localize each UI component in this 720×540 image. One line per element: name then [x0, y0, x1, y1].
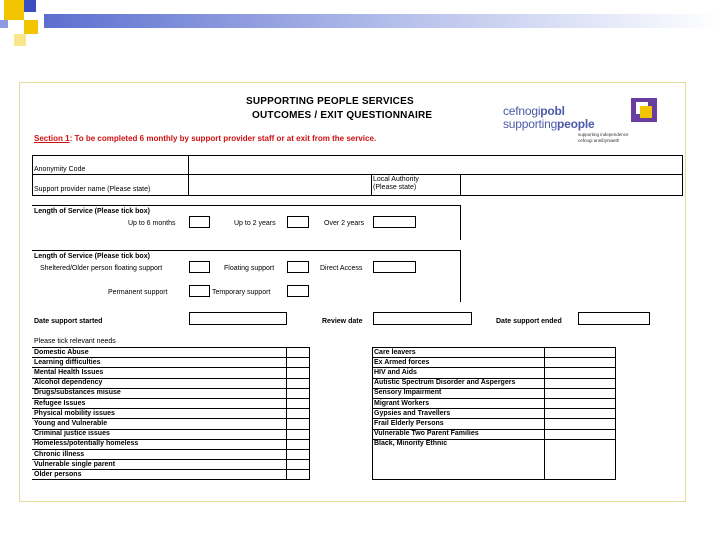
section-heading: [34, 134, 376, 143]
checkbox-permanent-support[interactable]: [189, 285, 210, 297]
length-service-1-top: [32, 205, 460, 206]
need-right-checkbox[interactable]: [545, 398, 615, 408]
option-temporary-support: Temporary support: [212, 289, 271, 296]
section-text: : To be completed 6 monthly by support provider staff or at exit from the service.: [69, 134, 377, 143]
checkbox-temporary-support[interactable]: [287, 285, 309, 297]
need-right-checkbox[interactable]: [545, 347, 615, 357]
date-started-label: Date support started: [34, 318, 103, 325]
date-ended-field[interactable]: [578, 312, 650, 325]
decor-square-yellow-1: [4, 0, 24, 20]
need-right-checkbox[interactable]: [545, 408, 615, 418]
need-left-checkbox[interactable]: [287, 439, 309, 449]
logo-tagline-cy: cefnogi annibyniaeth: [578, 138, 620, 143]
need-right-checkbox[interactable]: [545, 367, 615, 377]
logo-welsh: cefnogipobl: [503, 104, 565, 118]
length-service-1-heading: Length of Service (Please tick box): [34, 208, 150, 215]
decor-square-yellow-2: [24, 20, 38, 34]
needs-heading: Please tick relevant needs: [34, 338, 116, 345]
need-right-checkbox[interactable]: [545, 418, 615, 428]
need-left-checkbox[interactable]: [287, 429, 309, 439]
decor-square-blue-1: [24, 0, 36, 12]
checkbox-direct-access[interactable]: [373, 261, 416, 273]
decor-square-yellow-3: [14, 34, 26, 46]
need-right-label: Autistic Spectrum Disorder and Aspergers: [374, 379, 516, 387]
local-authority-label: Local Authority (Please state): [373, 176, 419, 191]
anonymity-code-label: Anonymity Code: [34, 166, 86, 173]
need-left-label: Refugee Issues: [34, 399, 86, 407]
need-right-checkbox[interactable]: [545, 378, 615, 388]
need-right-label: Vulnerable Two Parent Families: [374, 430, 479, 438]
identity-col-divider-2: [371, 174, 372, 196]
section-label: Section 1: [34, 134, 70, 143]
need-right-label: HIV and Aids: [374, 368, 417, 376]
need-left-checkbox[interactable]: [287, 449, 309, 459]
need-left-label: Physical mobility issues: [34, 409, 115, 417]
option-floating-support: Floating support: [224, 265, 275, 272]
need-right-label: Care leavers: [374, 348, 416, 356]
checkbox-over-2-years[interactable]: [373, 216, 416, 228]
slide-title-bar: [44, 14, 720, 28]
length-service-2-heading: Length of Service (Please tick box): [34, 253, 150, 260]
length-service-2-right: [460, 250, 461, 302]
length-service-1-right: [460, 205, 461, 240]
need-left-checkbox[interactable]: [287, 459, 309, 469]
need-left-checkbox[interactable]: [287, 347, 309, 357]
need-right-label: Migrant Workers: [374, 399, 430, 407]
logo-tagline-en: supporting independence: [578, 132, 629, 137]
provider-name-field[interactable]: [189, 175, 370, 195]
option-direct-access: Direct Access: [320, 265, 363, 272]
need-left-label: Homeless/potentially homeless: [34, 440, 139, 448]
option-permanent-support: Permanent support: [108, 289, 168, 296]
need-left-checkbox[interactable]: [287, 357, 309, 367]
need-left-checkbox[interactable]: [287, 418, 309, 428]
need-left-checkbox[interactable]: [287, 367, 309, 377]
anonymity-code-field[interactable]: [189, 156, 682, 173]
form-title-line2: OUTCOMES / EXIT QUESTIONNAIRE: [252, 110, 433, 121]
need-right-checkbox[interactable]: [545, 429, 615, 439]
need-left-label: Vulnerable single parent: [34, 460, 116, 468]
date-ended-label: Date support ended: [496, 318, 562, 325]
need-right-label: Ex Armed forces: [374, 358, 430, 366]
need-right-label: Frail Elderly Persons: [374, 419, 444, 427]
need-left-label: Young and Vulnerable: [34, 419, 108, 427]
logo-english: supportingpeople: [503, 117, 595, 131]
need-right-label: Gypsies and Travellers: [374, 409, 451, 417]
checkbox-up-to-2-years[interactable]: [287, 216, 309, 228]
need-left-label: Drugs/substances misuse: [34, 389, 121, 397]
checkbox-sheltered-older[interactable]: [189, 261, 210, 273]
form-title-line1: SUPPORTING PEOPLE SERVICES: [246, 96, 414, 107]
local-authority-field[interactable]: [461, 175, 682, 195]
need-left-label: Learning difficulties: [34, 358, 101, 366]
need-right-checkbox[interactable]: [545, 439, 615, 449]
review-date-field[interactable]: [373, 312, 472, 325]
need-left-checkbox[interactable]: [287, 408, 309, 418]
need-left-label: Criminal justice issues: [34, 430, 110, 438]
need-left-checkbox[interactable]: [287, 378, 309, 388]
need-right-label: Black, Minority Ethnic: [374, 440, 448, 448]
review-date-label: Review date: [322, 318, 363, 325]
need-left-label: Older persons: [34, 470, 82, 478]
need-left-label: Domestic Abuse: [34, 348, 89, 356]
checkbox-up-to-6-months[interactable]: [189, 216, 210, 228]
need-right-label: Sensory Impairment: [374, 389, 442, 397]
option-up-to-2-years: Up to 2 years: [234, 220, 276, 227]
decor-square-blue-2: [0, 20, 8, 28]
option-sheltered-older: Sheltered/Older person floating support: [40, 265, 163, 272]
need-left-label: Mental Health Issues: [34, 368, 104, 376]
checkbox-floating-support[interactable]: [287, 261, 309, 273]
need-left-checkbox[interactable]: [287, 388, 309, 398]
need-left-checkbox[interactable]: [287, 469, 309, 479]
option-up-to-6-months: Up to 6 months: [128, 220, 176, 227]
need-right-checkbox[interactable]: [545, 388, 615, 398]
provider-name-label: Support provider name (Please state): [34, 186, 151, 193]
need-left-label: Alcohol dependency: [34, 379, 103, 387]
need-right-checkbox[interactable]: [545, 357, 615, 367]
date-started-field[interactable]: [189, 312, 287, 325]
need-left-checkbox[interactable]: [287, 398, 309, 408]
length-service-2-top: [32, 250, 460, 251]
option-over-2-years: Over 2 years: [324, 220, 365, 227]
need-left-label: Chronic illness: [34, 450, 85, 458]
logo-emblem-icon: [631, 98, 657, 122]
